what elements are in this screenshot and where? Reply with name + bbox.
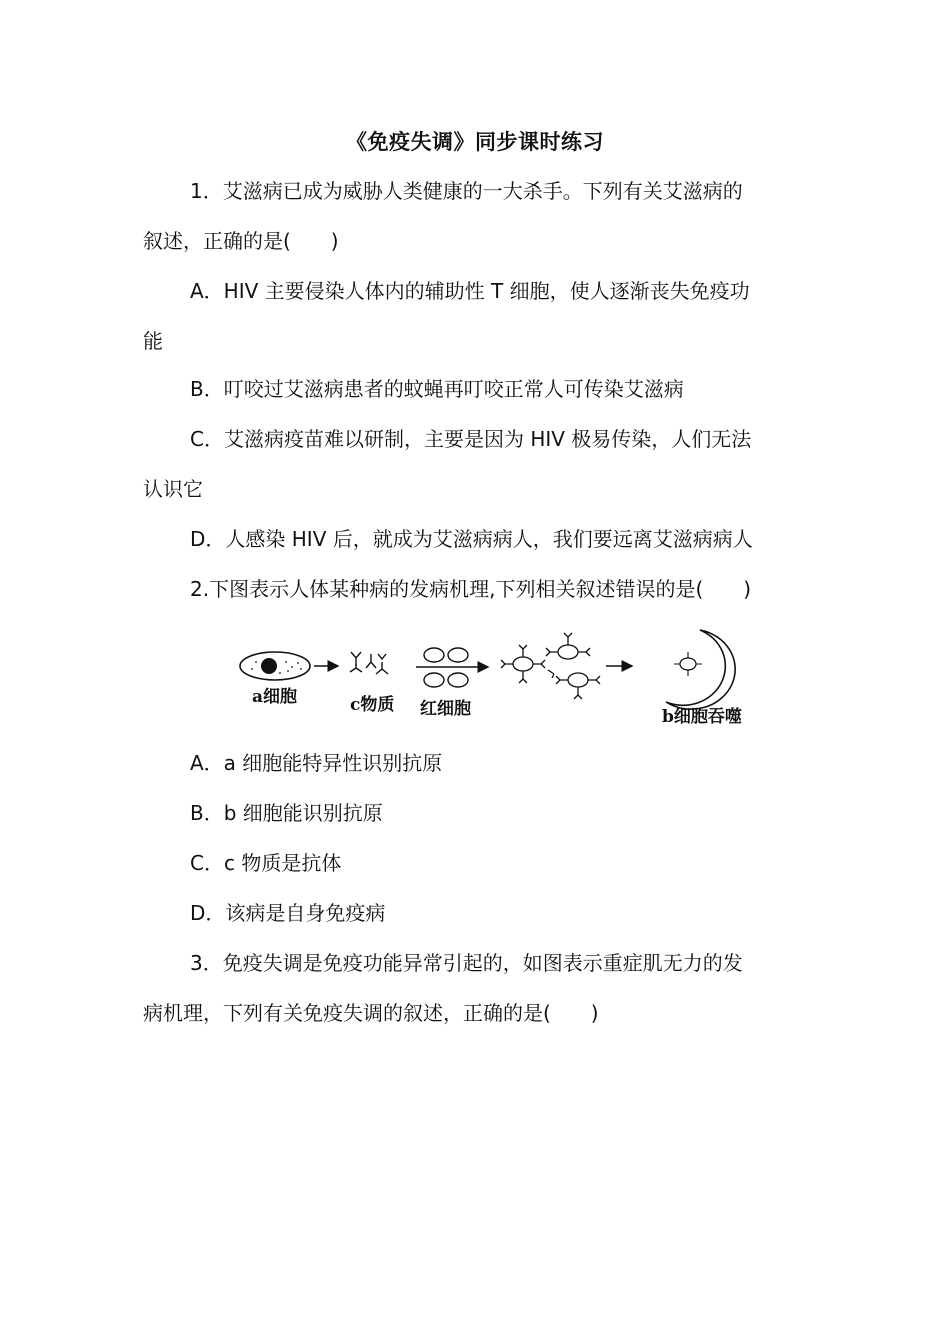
label-a-cell: a细胞: [252, 687, 298, 707]
label-c-substance: c物质: [350, 695, 395, 715]
document-title: 《免疫失调》同步课时练习: [346, 130, 604, 154]
q2-stem: 2.下图表示人体某种病的发病机理,下列相关叙述错误的是( ): [190, 577, 752, 601]
q1-option-b: B．叮咬过艾滋病患者的蚊蝇再叮咬正常人可传染艾滋病: [190, 377, 684, 401]
q1-option-a-line2: 能: [143, 329, 163, 353]
q2-mechanism-figure: [238, 622, 758, 732]
q3-stem-line2: 病机理，下列有关免疫失调的叙述，正确的是( ): [143, 1001, 599, 1025]
a-cell-icon: [240, 652, 310, 680]
q1-stem-line2: 叙述，正确的是( ): [143, 229, 339, 253]
q1-option-c-line1: C．艾滋病疫苗难以研制，主要是因为 HIV 极易传染，人们无法: [190, 427, 752, 451]
coated-cell-icon: [501, 633, 600, 699]
antibody-icon: [350, 652, 388, 674]
q2-option-d: D．该病是自身免疫病: [190, 901, 386, 925]
q3-stem-line1: 3．免疫失调是免疫功能异常引起的，如图表示重症肌无力的发: [190, 951, 743, 975]
q1-option-d: D．人感染 HIV 后，就成为艾滋病病人，我们要远离艾滋病病人: [190, 527, 753, 551]
q2-option-c: C．c 物质是抗体: [190, 851, 342, 875]
b-cell-phagocyte-icon: [666, 630, 735, 709]
q1-option-a-line1: A．HIV 主要侵染人体内的辅助性 T 细胞，使人逐渐丧失免疫功: [190, 279, 750, 303]
q1-option-c-line2: 认识它: [143, 477, 203, 501]
label-red-cell: 红细胞: [420, 699, 471, 719]
q2-option-a: A．a 细胞能特异性识别抗原: [190, 751, 443, 775]
q1-stem-line1: 1．艾滋病已成为威胁人类健康的一大杀手。下列有关艾滋病的: [190, 179, 743, 203]
label-b-cell: b细胞吞噬: [662, 707, 742, 727]
q2-option-b: B．b 细胞能识别抗原: [190, 801, 383, 825]
